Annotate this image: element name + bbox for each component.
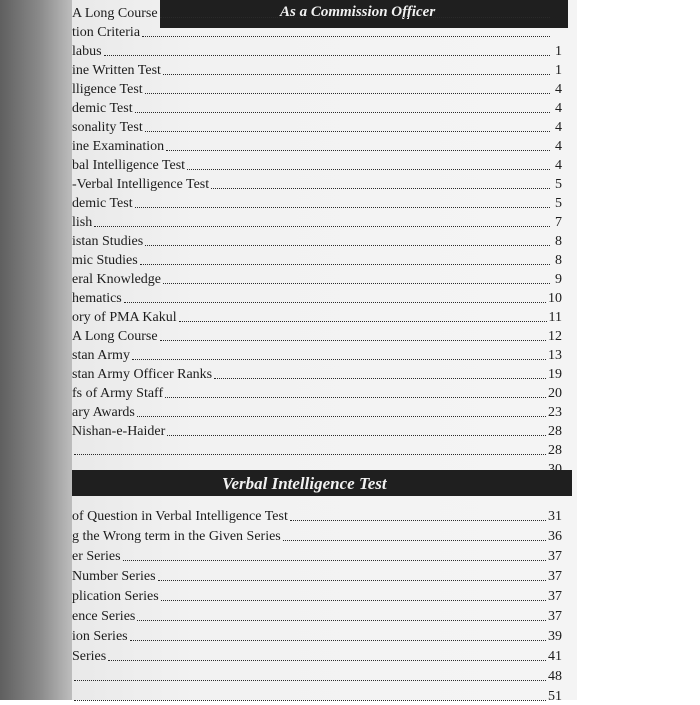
toc-entry-title: fs of Army Staff [72,386,164,401]
toc-leader-dots [104,55,550,56]
toc-entry-page: 5 [555,177,562,192]
toc-leader-dots [214,378,546,379]
toc-entry [72,363,562,383]
toc-leader-dots [74,454,546,455]
toc-leader-dots [135,207,550,208]
toc-entry [72,565,562,585]
toc-leader-dots [142,36,550,37]
toc-leader-dots [165,397,546,398]
toc-entry-title: g the Wrong term in the Given Series [72,529,281,544]
toc-leader-dots [187,169,550,170]
toc-entry-page: 4 [555,101,562,116]
toc-leader-dots [145,245,550,246]
toc-entry-title: ory of PMA Kakul [72,310,177,325]
toc-entry-title: Series [72,649,107,664]
toc-entry [72,59,562,79]
toc-entry-page: 12 [548,329,562,344]
toc-leader-dots [283,540,546,541]
toc-entry [72,585,562,605]
toc-entry-page: 31 [548,509,562,524]
toc-entry [72,420,562,440]
toc-leader-dots [137,416,546,417]
toc-entry-title: ine Written Test [72,63,161,78]
toc-entry [72,21,562,41]
toc-leader-dots [163,74,550,75]
chapter-header-title: As a Commission Officer [280,4,436,20]
toc-entry [72,665,562,685]
toc-entry [72,545,562,565]
toc-entry [72,525,562,545]
toc-entry-page: 19 [548,367,562,382]
toc-leader-dots [167,435,546,436]
toc-entry-title: istan Studies [72,234,144,249]
toc-entry [72,325,562,345]
toc-entry-title: A Long Course [72,6,158,21]
toc-entry [72,78,562,98]
toc-entry-page: 9 [555,272,562,287]
toc-entry [72,287,562,307]
toc-entry [72,306,562,326]
toc-entry-title: stan Army [72,348,130,363]
toc-entry [72,249,562,269]
toc-entry [72,382,562,402]
toc-entry-page: 39 [548,629,562,644]
toc-entry-title: demic Test [72,101,133,116]
toc-entry [72,192,562,212]
toc-entry [72,40,562,60]
toc-leader-dots [124,302,546,303]
toc-entry-page: 41 [548,649,562,664]
toc-entry-page: 5 [555,196,562,211]
toc-entry-page: 51 [548,689,562,704]
toc-entry-page: 4 [555,139,562,154]
toc-entry-page: 1 [555,44,562,59]
toc-leader-dots [163,283,550,284]
toc-entry-page: 23 [548,405,562,420]
toc-entry-title: stan Army Officer Ranks [72,367,213,382]
toc-entry-title: demic Test [72,196,133,211]
toc-entry [72,116,562,136]
toc-leader-dots [158,580,546,581]
toc-entry-page: 8 [555,234,562,249]
toc-leader-dots [130,640,546,641]
toc-entry-title: -Verbal Intelligence Test [72,177,210,192]
toc-entry-page: 36 [548,529,562,544]
toc-entry-title: plication Series [72,589,159,604]
toc-entry-title: tion Criteria [72,25,141,40]
toc-leader-dots [123,560,546,561]
toc-entry [72,135,562,155]
toc-entry-title: of Question in Verbal Intelligence Test [72,509,288,524]
toc-entry-title: lish [72,215,93,230]
toc-entry [72,505,562,525]
toc-leader-dots [74,700,546,701]
toc-entry [72,605,562,625]
toc-entry-page: 28 [548,424,562,439]
toc-entry [72,173,562,193]
toc-leader-dots [145,131,550,132]
toc-entry-title: A Long Course [72,329,158,344]
toc-leader-dots [290,520,546,521]
toc-leader-dots [160,340,546,341]
toc-entry-title: eral Knowledge [72,272,162,287]
toc-entry-page: 20 [548,386,562,401]
toc-entry [72,344,562,364]
toc-entry-title: sonality Test [72,120,143,135]
toc-entry-page: 8 [555,253,562,268]
toc-entry-title: lligence Test [72,82,143,97]
toc-entry [72,645,562,665]
toc-entry [72,230,562,250]
toc-entry-title: Number Series [72,569,156,584]
section-header-bar [72,470,572,496]
toc-entry-title: labus [72,44,102,59]
toc-entry-page: 28 [548,443,562,458]
section-header-title: Verbal Intelligence Test [222,474,387,493]
toc-entry-page: 37 [548,609,562,624]
toc-leader-dots [94,226,550,227]
toc-entry-title: ine Examination [72,139,165,154]
book-spine-shadow [0,0,72,700]
toc-leader-dots [140,264,550,265]
toc-entry [72,154,562,174]
toc-entry-title: Nishan-e-Haider [72,424,166,439]
toc-entry-title: bal Intelligence Test [72,158,186,173]
toc-entry-page: 11 [548,310,562,325]
toc-leader-dots [137,620,546,621]
toc-entry-page: 48 [548,669,562,684]
toc-leader-dots [160,17,550,18]
toc-entry [72,685,562,705]
toc-entry-title: er Series [72,549,121,564]
toc-entry-page: 1 [555,63,562,78]
toc-leader-dots [145,93,550,94]
toc-entry-page: 37 [548,569,562,584]
toc-entry-title: ary Awards [72,405,135,420]
toc-entry [72,97,562,117]
toc-entry-page: 7 [555,215,562,230]
toc-leader-dots [132,359,546,360]
toc-entry [72,211,562,231]
toc-entry-page: 37 [548,589,562,604]
toc-entry-title: mic Studies [72,253,138,268]
toc-entry-page: 4 [555,158,562,173]
toc-leader-dots [211,188,550,189]
toc-entry-page: 4 [555,120,562,135]
toc-entry [72,268,562,288]
toc-leader-dots [74,680,546,681]
toc-entry [72,625,562,645]
toc-entry [72,2,562,22]
toc-entry-title: ence Series [72,609,136,624]
background [577,0,700,700]
toc-entry [72,439,562,459]
toc-entry-page: 13 [548,348,562,363]
toc-leader-dots [179,321,547,322]
toc-leader-dots [161,600,546,601]
toc-entry-title: ion Series [72,629,128,644]
toc-entry-title: hematics [72,291,122,306]
toc-leader-dots [166,150,550,151]
toc-entry-page: 10 [548,291,562,306]
toc-leader-dots [135,112,550,113]
toc-leader-dots [108,660,546,661]
toc-entry [72,401,562,421]
toc-entry-page: 37 [548,549,562,564]
toc-entry-page: 4 [555,82,562,97]
